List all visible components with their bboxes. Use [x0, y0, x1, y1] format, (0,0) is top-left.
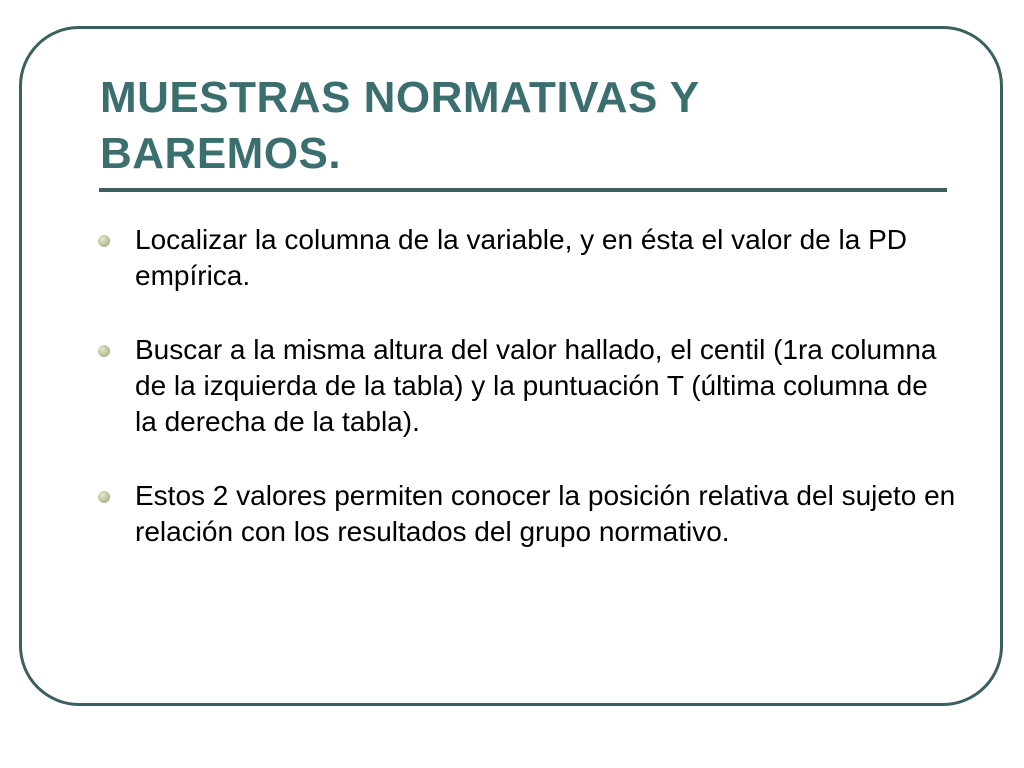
- bullet-text: Estos 2 valores permiten conocer la posición relativa del sujeto en relación con los resultados del grupo normativo.: [135, 480, 956, 547]
- title-divider: [99, 188, 947, 192]
- bullet-item: [96, 332, 956, 440]
- bullet-dot-icon: [98, 491, 110, 503]
- bullet-dot-icon: [98, 345, 110, 357]
- slide-title: MUESTRAS NORMATIVAS Y BAREMOS.: [100, 73, 699, 178]
- bullet-dot-icon: [98, 235, 110, 247]
- bullet-list: [96, 222, 956, 588]
- bullet-item: [96, 478, 956, 550]
- bullet-item: [96, 222, 956, 294]
- bullet-text: Localizar la columna de la variable, y en ésta el valor de la PD empírica.: [135, 224, 907, 291]
- bullet-text: Buscar a la misma altura del valor hallado, el centil (1ra columna de la izquierda de la tabla) y la puntuación T (última columna de la derecha de la tabla).: [135, 334, 937, 437]
